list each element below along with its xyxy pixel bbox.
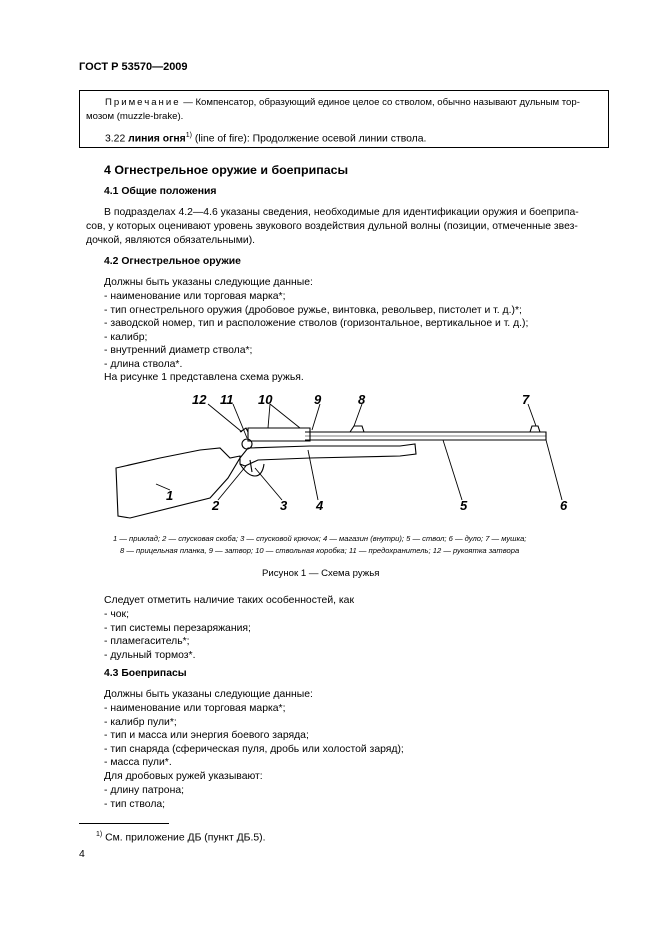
s42-figure-ref: На рисунке 1 представлена схема ружья. [104,372,304,383]
s41-line1: В подразделах 4.2—4.6 указаны сведения, необходимые для идентификации оружия и боеприпа- [104,207,579,218]
note-line2: мозом (muzzle-brake). [86,111,184,122]
note-line1: — Компенсатор, образующий единое целое со стволом, обычно называют дульным тор- [180,97,580,108]
list-item: - заводской номер, тип и расположение стволов (горизонтальное, вертикальное и т. д.); [104,318,529,329]
label-9: 9 [314,392,322,407]
footnote-sup: 1) [96,831,103,838]
label-4: 4 [316,498,324,513]
label-2: 2 [212,498,220,513]
definition-3-22 [105,129,426,146]
shot-list [104,784,184,811]
section-4-2-title: 4.2 Огнестрельное оружие [104,256,241,267]
section-4-1-title: 4.1 Общие положения [104,186,217,197]
after-fig-intro: Следует отметить наличие таких особенностей, как [104,595,354,606]
list-item: - тип и масса или энергия боевого заряда; [104,730,309,741]
label-12: 12 [192,392,207,407]
note-prefix: Примечание [105,97,181,108]
s41-line2: сов, у которых оценивают уровень звукового воздействия дульной волны (позиции, отмеченные звез- [86,221,578,232]
def-rest: (line of fire): Продолжение осевой линии ствола. [191,133,427,145]
footnote-rule [79,823,169,824]
list-item: - наименование или торговая марка*; [104,291,286,302]
def-num: 3.22 [105,133,129,145]
list-item: - тип системы перезаряжания; [104,622,251,634]
figure-legend-line1: 1 — приклад; 2 — спусковая скоба; 3 — спусковой крючок; 4 — магазин (внутри); 5 — ствол; 6 — дуло; 7 — мушка; [113,534,527,543]
note-text [105,96,605,109]
label-10: 10 [258,392,273,407]
list-item: - длину патрона; [104,785,184,796]
shot-intro: Для дробовых ружей указывают: [104,771,263,782]
s43-intro: Должны быть указаны следующие данные: [104,689,313,700]
footnote [96,828,265,845]
rear-sight-shape [350,426,364,432]
s42-intro: Должны быть указаны следующие данные: [104,277,313,288]
list-item: - чок; [104,609,129,620]
list-item: - калибр; [104,331,148,343]
document-id: ГОСТ Р 53570—2009 [79,61,188,73]
label-6: 6 [560,498,568,513]
after-fig-list [104,608,251,662]
label-7: 7 [522,392,530,407]
front-sight-shape [530,426,540,432]
footnote-text: См. приложение ДБ (пункт ДБ.5). [102,832,266,844]
figure-caption: Рисунок 1 — Схема ружья [262,568,380,579]
list-item: - тип снаряда (сферическая пуля, дробь или холостой заряд); [104,743,404,755]
def-sup: 1) [185,132,192,139]
s42-list [104,290,528,371]
list-item: - масса пули*. [104,757,172,768]
label-1: 1 [166,488,174,503]
list-item: - пламегаситель*; [104,636,190,647]
label-8: 8 [358,392,366,407]
safety-shape [242,439,252,449]
label-11: 11 [220,392,234,407]
list-item: - внутренний диаметр ствола*; [104,345,253,356]
receiver-shape [248,428,310,441]
rifle-diagram [100,388,600,528]
label-3: 3 [280,498,288,513]
list-item: - наименование или торговая марка*; [104,703,286,714]
figure-legend-line2: 8 — прицельная планка, 9 — затвор; 10 — ствольная коробка; 11 — предохранитель; 12 — рукоятка затвора [120,546,520,555]
list-item: - тип огнестрельного оружия (дробовое ружье, винтовка, револьвер, пистолет и т. д.)*; [104,304,522,316]
trigger-shape [250,460,252,472]
section-4-title: 4 Огнестрельное оружие и боеприпасы [104,163,349,177]
list-item: - дульный тормоз*. [104,649,196,661]
s43-list [104,702,404,770]
label-5: 5 [460,498,468,513]
list-item: - тип ствола; [104,798,166,810]
s41-line3: дочкой, являются обязательными). [86,235,256,246]
list-item: - длина ствола*. [104,358,183,370]
section-4-3-title: 4.3 Боеприпасы [104,668,187,679]
list-item: - калибр пули*; [104,716,177,728]
def-term: линия огня [128,133,186,145]
page-number: 4 [79,849,85,860]
